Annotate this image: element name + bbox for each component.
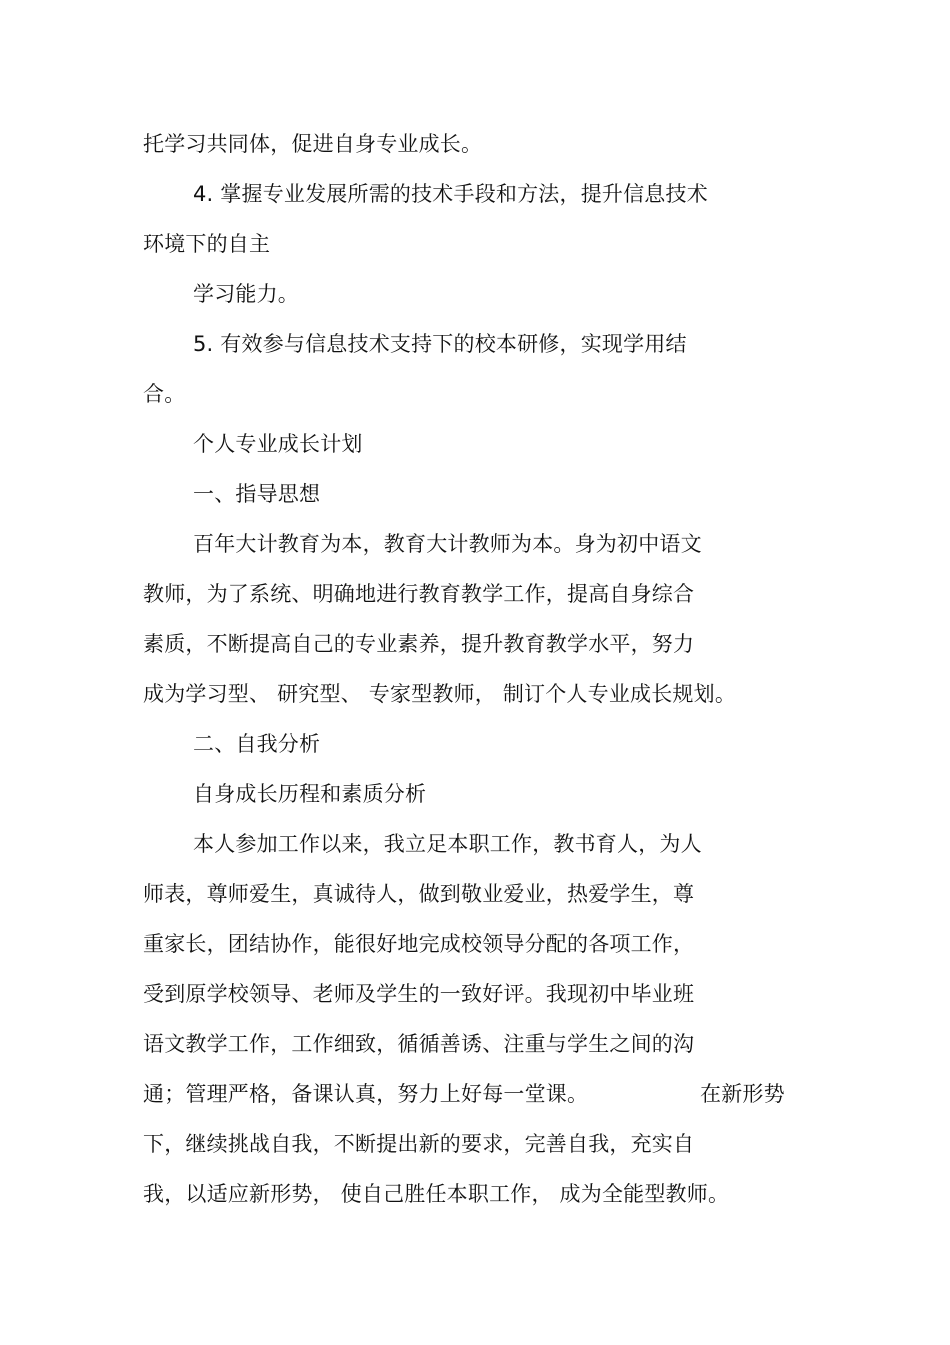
text-line: 素质，不断提高自己的专业素养，提升教育教学水平，努力 xyxy=(143,632,695,656)
text-line: 成为学习型、 研究型、 专家型教师， 制订个人专业成长规划。 xyxy=(143,682,737,706)
section-heading: 个人专业成长计划 xyxy=(193,432,363,456)
text-line: 学习能力。 xyxy=(193,282,299,306)
list-item-5: 5. 有效参与信息技术支持下的校本研修，实现学用结 xyxy=(193,332,687,356)
list-item-4: 4. 掌握专业发展所需的技术手段和方法，提升信息技术 xyxy=(193,182,708,206)
subsection-heading: 自身成长历程和素质分析 xyxy=(193,782,427,806)
text-line: 重家长，团结协作，能很好地完成校领导分配的各项工作， xyxy=(143,932,695,956)
text-line: 本人参加工作以来，我立足本职工作，教书育人，为人 xyxy=(193,832,702,856)
text-line: 我，以适应新形势， 使自己胜任本职工作， 成为全能型教师。 xyxy=(143,1182,730,1206)
text-line: 教师，为了系统、明确地进行教育教学工作，提高自身综合 xyxy=(143,582,695,606)
section-heading: 一、指导思想 xyxy=(193,482,321,506)
text-line: 百年大计教育为本，教育大计教师为本。身为初中语文 xyxy=(193,532,702,556)
section-heading: 二、自我分析 xyxy=(193,732,321,756)
text-line: 在新形势 xyxy=(700,1082,785,1106)
text-line: 下，继续挑战自我，不断提出新的要求，完善自我，充实自 xyxy=(143,1132,695,1156)
text-line: 环境下的自主 xyxy=(143,232,271,256)
text-line: 师表，尊师爱生，真诚待人，做到敬业爱业，热爱学生，尊 xyxy=(143,882,695,906)
text-line: 合。 xyxy=(143,382,186,406)
text-line: 受到原学校领导、老师及学生的一致好评。我现初中毕业班 xyxy=(143,982,695,1006)
text-line: 托学习共同体，促进自身专业成长。 xyxy=(143,132,483,156)
text-line: 通；管理严格，备课认真，努力上好每一堂课。 xyxy=(143,1082,589,1106)
text-line: 语文教学工作，工作细致，循循善诱、注重与学生之间的沟 xyxy=(143,1032,695,1056)
